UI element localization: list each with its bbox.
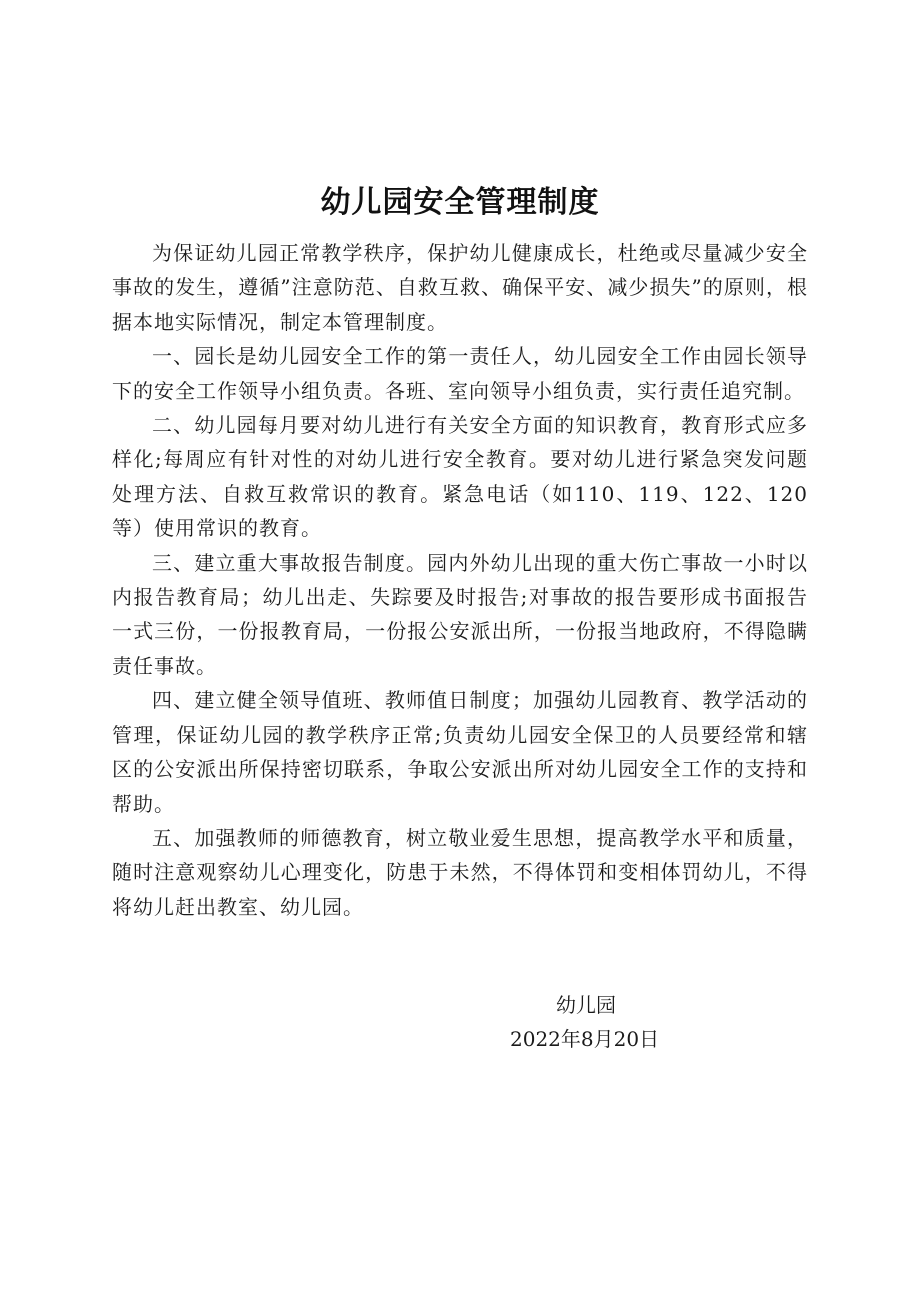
paragraph-item-2: 二、幼儿园每月要对幼儿进行有关安全方面的知识教育，教育形式应多样化;每周应有针对性的对幼儿进行安全教育。要对幼儿进行紧急突发问题处理方法、自救互救常识的教育。紧急电话（如110、119、122、120等）使用常识的教育。 <box>112 413 808 541</box>
document-title: 幼儿园安全管理制度 <box>320 185 600 220</box>
paragraph-item-5: 五、加强教师的师德教育，树立敬业爱生思想，提高教学水平和质量，随时注意观察幼儿心理变化，防患于未然，不得体罚和变相体罚幼儿，不得将幼儿赶出教室、幼儿园。 <box>112 825 808 919</box>
signature-organization: 幼儿园 <box>556 993 616 1017</box>
paragraph-intro: 为保证幼儿园正常教学秩序，保护幼儿健康成长，杜绝或尽量减少安全事故的发生，遵循”注意防范、自救互救、确保平安、减少损失”的原则，根据本地实际情况，制定本管理制度。 <box>112 241 808 334</box>
paragraph-item-4: 四、建立健全领导值班、教师值日制度；加强幼儿园教育、教学活动的管理，保证幼儿园的教学秩序正常;负责幼儿园安全保卫的人员要经常和辖区的公安派出所保持密切联系，争取公安派出所对幼儿园安全工作的支持和帮助。 <box>112 688 808 816</box>
paragraph-item-3: 三、建立重大事故报告制度。园内外幼儿出现的重大伤亡事故一小时以内报告教育局；幼儿出走、失踪要及时报告;对事故的报告要形成书面报告一式三份，一份报教育局，一份报公安派出所，一份报当地政府，不得隐瞒责任事故。 <box>112 550 808 678</box>
paragraph-item-1: 一、园长是幼儿园安全工作的第一责任人，幼儿园安全工作由园长领导下的安全工作领导小组负责。各班、室向领导小组负责，实行责任追究制。 <box>112 344 808 403</box>
document-body <box>112 236 808 924</box>
signature-date: 2022年8月20日 <box>510 1027 660 1051</box>
